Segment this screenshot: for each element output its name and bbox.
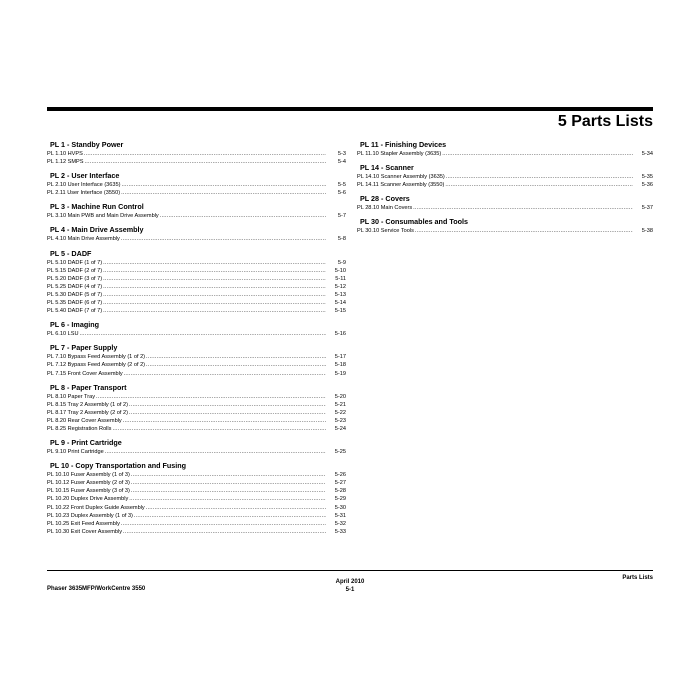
section-title: PL 6 - Imaging xyxy=(50,320,99,330)
entry-label: PL 2.11 User Interface (3550) xyxy=(47,190,121,197)
dot-leader xyxy=(131,471,326,479)
section-title: PL 11 - Finishing Devices xyxy=(360,140,447,149)
toc-section xyxy=(47,249,346,316)
dot-leader xyxy=(123,417,326,425)
entry-page-number: 5-15 xyxy=(334,308,346,315)
entry-page-number: 5-32 xyxy=(334,520,346,527)
entry-label: PL 10.10 Fuser Assembly (1 of 3) xyxy=(47,472,130,479)
toc-section xyxy=(47,225,346,243)
dot-leader xyxy=(146,353,326,361)
toc-entry[interactable] xyxy=(357,227,653,235)
dot-leader xyxy=(124,370,326,378)
toc-section xyxy=(47,202,346,220)
dot-leader xyxy=(103,275,326,283)
toc-entry[interactable] xyxy=(47,520,346,528)
toc-entry[interactable] xyxy=(47,370,346,378)
section-title: PL 1 - Standby Power xyxy=(50,140,124,149)
section-title: PL 7 - Paper Supply xyxy=(50,343,118,353)
section-title: PL 5 - DADF xyxy=(50,248,92,258)
dot-leader xyxy=(129,495,326,503)
entry-page-number: 5-16 xyxy=(334,331,346,338)
entry-label: PL 8.17 Tray 2 Assembly (2 of 2) xyxy=(47,409,128,416)
entry-label: PL 5.25 DADF (4 of 7) xyxy=(47,283,103,290)
toc-entry[interactable] xyxy=(47,448,346,456)
toc-entry[interactable] xyxy=(47,291,346,299)
toc-entry[interactable] xyxy=(47,409,346,417)
entry-page-number: 5-19 xyxy=(334,370,346,377)
toc-section xyxy=(47,343,346,377)
toc-entry[interactable] xyxy=(47,299,346,307)
dot-leader xyxy=(123,528,326,536)
footer-product: Phaser 3635MFP/WorkCentre 3550 xyxy=(47,586,146,592)
toc-entry[interactable] xyxy=(47,181,346,189)
dot-leader xyxy=(146,361,326,369)
entry-label: PL 2.10 User Interface (3635) xyxy=(47,182,121,189)
section-title: PL 14 - Scanner xyxy=(360,163,414,173)
toc-section xyxy=(47,140,346,166)
entry-page-number: 5-6 xyxy=(337,190,346,197)
entry-page-number: 5-28 xyxy=(334,488,346,495)
toc-entry[interactable] xyxy=(47,353,346,361)
entry-label: PL 5.20 DADF (3 of 7) xyxy=(47,275,103,282)
section-title: PL 30 - Consumables and Tools xyxy=(360,217,468,227)
entry-label: PL 5.30 DADF (5 of 7) xyxy=(47,291,103,298)
entry-label: PL 10.12 Fuser Assembly (2 of 3) xyxy=(47,480,130,487)
entry-label: PL 9.10 Print Cartridge xyxy=(47,449,104,456)
entry-label: PL 5.40 DADF (7 of 7) xyxy=(47,308,103,315)
toc-section xyxy=(47,438,346,456)
entry-label: PL 8.25 Registration Rolls xyxy=(47,425,112,432)
entry-label: PL 28.10 Main Covers xyxy=(357,205,413,212)
toc-section xyxy=(47,383,346,433)
entry-page-number: 5-9 xyxy=(337,259,346,266)
entry-label: PL 10.15 Fuser Assembly (3 of 3) xyxy=(47,488,130,495)
dot-leader xyxy=(103,299,326,307)
footer-rule xyxy=(47,570,653,571)
toc-entry[interactable] xyxy=(47,212,346,220)
toc-entry[interactable] xyxy=(47,512,346,520)
entry-page-number: 5-3 xyxy=(337,151,346,157)
entry-page-number: 5-31 xyxy=(334,512,346,519)
toc-entry[interactable] xyxy=(47,235,346,243)
toc-section xyxy=(357,194,653,212)
toc-section xyxy=(357,163,653,189)
entry-label: PL 8.20 Rear Cover Assembly xyxy=(47,417,122,424)
dot-leader xyxy=(121,235,326,243)
toc-entry[interactable] xyxy=(47,425,346,433)
toc-entry[interactable] xyxy=(47,150,346,158)
footer-center xyxy=(300,578,400,594)
toc-entry[interactable] xyxy=(47,158,346,166)
section-title: PL 9 - Print Cartridge xyxy=(50,438,122,448)
chapter-title: 5 Parts Lists xyxy=(557,113,653,130)
footer-page-number: 5-1 xyxy=(345,587,355,593)
toc-entry[interactable] xyxy=(47,393,346,401)
toc-entry[interactable] xyxy=(47,504,346,512)
entry-label: PL 1.12 SMPS xyxy=(47,159,84,166)
dot-leader xyxy=(442,150,633,158)
toc-entry[interactable] xyxy=(47,361,346,369)
dot-leader xyxy=(96,393,326,401)
entry-page-number: 5-33 xyxy=(334,528,346,535)
entry-label: PL 10.22 Front Duplex Guide Assembly xyxy=(47,504,145,511)
section-title: PL 8 - Paper Transport xyxy=(50,382,127,392)
toc-section xyxy=(47,461,346,536)
toc-entry[interactable] xyxy=(357,150,653,158)
dot-leader xyxy=(80,330,326,338)
entry-page-number: 5-29 xyxy=(334,496,346,503)
dot-leader xyxy=(121,520,326,528)
toc-entry[interactable] xyxy=(47,307,346,315)
entry-page-number: 5-36 xyxy=(641,182,653,189)
entry-label: PL 5.35 DADF (6 of 7) xyxy=(47,300,103,307)
entry-label: PL 14.10 Scanner Assembly (3635) xyxy=(357,174,445,181)
entry-label: PL 7.15 Front Cover Assembly xyxy=(47,370,123,377)
toc-entry[interactable] xyxy=(47,401,346,409)
toc-section xyxy=(357,140,653,158)
entry-page-number: 5-38 xyxy=(641,228,653,235)
entry-page-number: 5-30 xyxy=(334,504,346,511)
section-title: PL 3 - Machine Run Control xyxy=(50,202,144,212)
entry-page-number: 5-8 xyxy=(337,236,346,243)
toc-section xyxy=(357,217,653,235)
dot-leader xyxy=(160,212,326,220)
entry-page-number: 5-4 xyxy=(337,159,346,166)
header-rule xyxy=(47,107,653,111)
dot-leader xyxy=(146,504,326,512)
entry-page-number: 5-24 xyxy=(334,425,346,432)
section-title: PL 28 - Covers xyxy=(360,194,410,204)
toc-right-column xyxy=(357,140,653,240)
entry-page-number: 5-25 xyxy=(334,449,346,456)
entry-label: PL 5.15 DADF (2 of 7) xyxy=(47,267,103,274)
toc-entry[interactable] xyxy=(47,417,346,425)
toc-left-column xyxy=(47,140,346,541)
dot-leader xyxy=(84,150,326,158)
entry-page-number: 5-10 xyxy=(334,267,346,274)
dot-leader xyxy=(131,487,326,495)
entry-label: PL 10.30 Exit Cover Assembly xyxy=(47,528,123,535)
dot-leader xyxy=(103,307,326,315)
toc-entry[interactable] xyxy=(47,479,346,487)
entry-page-number: 5-7 xyxy=(337,213,346,220)
entry-label: PL 8.15 Tray 2 Assembly (1 of 2) xyxy=(47,401,128,408)
toc-entry[interactable] xyxy=(47,487,346,495)
entry-page-number: 5-13 xyxy=(334,291,346,298)
dot-leader xyxy=(131,479,326,487)
entry-page-number: 5-22 xyxy=(334,409,346,416)
toc-section xyxy=(47,320,346,338)
entry-page-number: 5-12 xyxy=(334,283,346,290)
entry-page-number: 5-21 xyxy=(334,401,346,408)
toc-entry[interactable] xyxy=(47,330,346,338)
toc-section xyxy=(47,171,346,197)
footer-date: April 2010 xyxy=(335,579,365,585)
entry-page-number: 5-37 xyxy=(641,205,653,212)
toc-entry[interactable] xyxy=(357,173,653,181)
entry-label: PL 5.10 DADF (1 of 7) xyxy=(47,259,103,266)
entry-page-number: 5-35 xyxy=(641,174,653,181)
toc-entry[interactable] xyxy=(47,275,346,283)
dot-leader xyxy=(121,189,326,197)
entry-label: PL 7.10 Bypass Feed Assembly (1 of 2) xyxy=(47,354,146,361)
entry-page-number: 5-26 xyxy=(334,472,346,479)
entry-label: PL 10.25 Exit Feed Assembly xyxy=(47,520,120,527)
toc-entry[interactable] xyxy=(47,267,346,275)
toc-entry[interactable] xyxy=(47,528,346,536)
entry-label: PL 30.10 Service Tools xyxy=(357,228,414,235)
toc-entry[interactable] xyxy=(47,471,346,479)
toc-entry[interactable] xyxy=(47,283,346,291)
entry-label: PL 8.10 Paper Tray xyxy=(47,393,95,400)
footer-chapter: Parts Lists xyxy=(622,575,653,581)
entry-label: PL 3.10 Main PWB and Main Drive Assembly xyxy=(47,213,159,220)
entry-label: PL 7.12 Bypass Feed Assembly (2 of 2) xyxy=(47,362,146,369)
dot-leader xyxy=(129,401,326,409)
entry-page-number: 5-34 xyxy=(641,151,653,157)
entry-page-number: 5-5 xyxy=(337,182,346,189)
dot-leader xyxy=(103,267,326,275)
toc-entry[interactable] xyxy=(47,259,346,267)
dot-leader xyxy=(129,409,326,417)
entry-label: PL 14.11 Scanner Assembly (3550) xyxy=(357,182,445,189)
entry-label: PL 11.10 Stapler Assembly (3635) xyxy=(357,151,442,157)
section-title: PL 2 - User Interface xyxy=(50,171,120,181)
entry-page-number: 5-11 xyxy=(335,275,346,282)
dot-leader xyxy=(103,283,326,291)
entry-page-number: 5-23 xyxy=(334,417,346,424)
dot-leader xyxy=(413,204,633,212)
toc-entry[interactable] xyxy=(47,189,346,197)
dot-leader xyxy=(84,158,326,166)
dot-leader xyxy=(445,181,633,189)
toc-entry[interactable] xyxy=(357,204,653,212)
dot-leader xyxy=(112,425,326,433)
dot-leader xyxy=(103,291,326,299)
entry-label: PL 1.10 HVPS xyxy=(47,151,83,157)
entry-page-number: 5-17 xyxy=(334,354,346,361)
entry-label: PL 4.10 Main Drive Assembly xyxy=(47,236,120,243)
toc-entry[interactable] xyxy=(357,181,653,189)
entry-label: PL 10.20 Duplex Drive Assembly xyxy=(47,496,129,503)
entry-page-number: 5-20 xyxy=(334,393,346,400)
entry-page-number: 5-18 xyxy=(334,362,346,369)
dot-leader xyxy=(446,173,633,181)
dot-leader xyxy=(415,227,633,235)
entry-label: PL 6.10 LSU xyxy=(47,331,79,338)
section-title: PL 10 - Copy Transportation and Fusing xyxy=(50,461,187,471)
entry-page-number: 5-27 xyxy=(334,480,346,487)
entry-page-number: 5-14 xyxy=(334,300,346,307)
dot-leader xyxy=(134,512,326,520)
toc-entry[interactable] xyxy=(47,495,346,503)
entry-label: PL 10.23 Duplex Assembly (1 of 3) xyxy=(47,512,133,519)
dot-leader xyxy=(105,448,326,456)
dot-leader xyxy=(103,259,326,267)
dot-leader xyxy=(121,181,326,189)
section-title: PL 4 - Main Drive Assembly xyxy=(50,225,144,235)
